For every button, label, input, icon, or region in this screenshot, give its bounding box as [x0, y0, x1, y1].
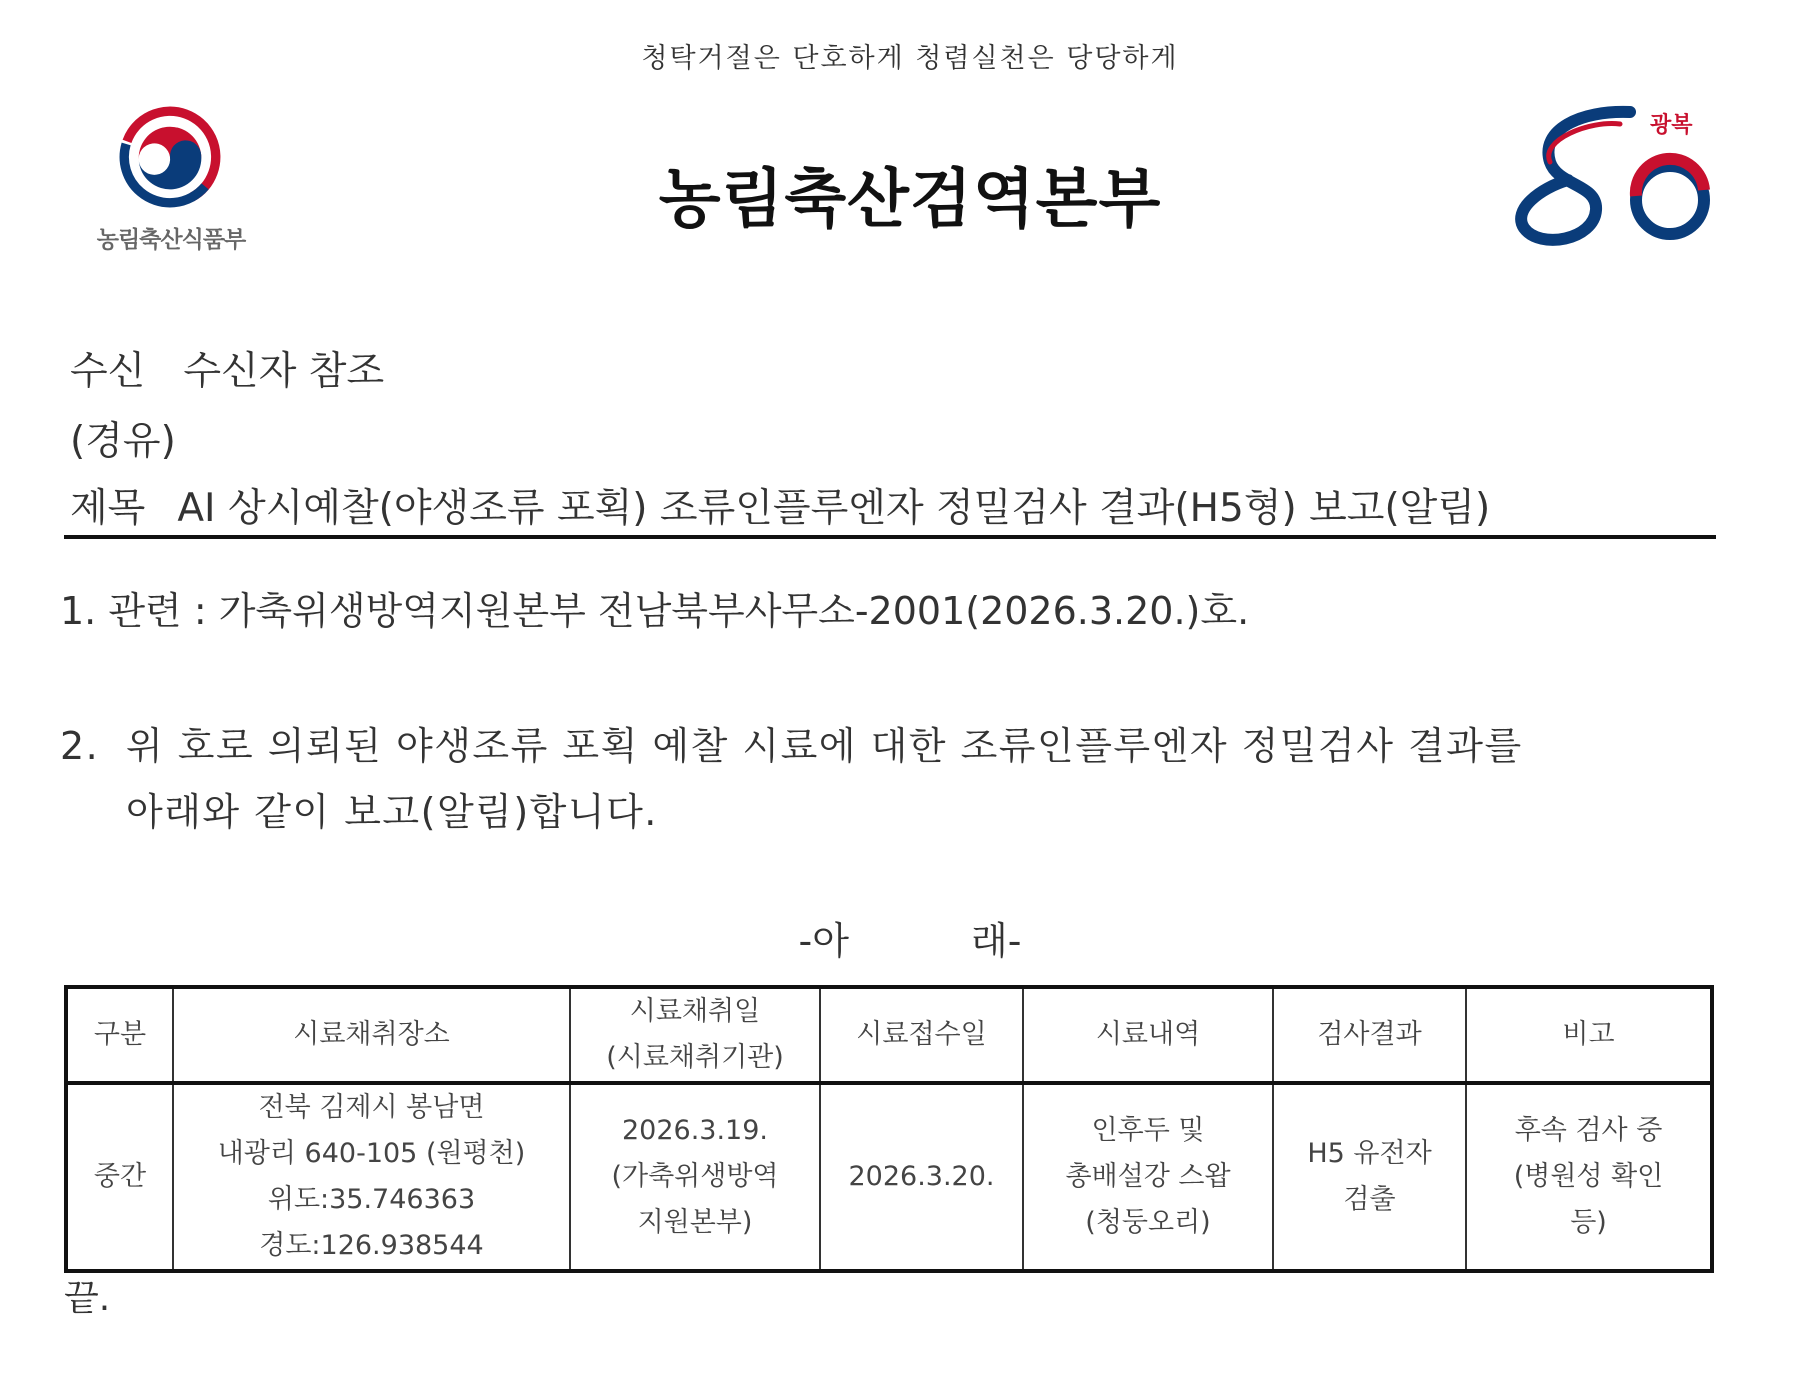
subject-row [70, 477, 1490, 533]
paragraph-number: 2. [60, 724, 100, 768]
remarks-line-1: 후속 검사 중 [1514, 1115, 1663, 1146]
liberation-80th-logo [1510, 100, 1730, 260]
cell-remarks [1466, 1083, 1712, 1271]
sample-line-1: 인후두 및 [1091, 1115, 1205, 1146]
remarks-line-2: (병원성 확인 [1513, 1161, 1664, 1192]
header-receipt-date: 시료접수일 [820, 987, 1023, 1083]
cell-location [173, 1083, 570, 1271]
recipient-label: 수신 [70, 349, 146, 394]
sample-line-2: 총배설강 스왑 [1065, 1161, 1231, 1192]
header-sampling-agency-line: (시료채취기관) [606, 1042, 784, 1073]
sample-species: (청둥오리) [1085, 1207, 1211, 1238]
sampling-agency-line-1: (가축위생방역 [611, 1161, 779, 1192]
agency-title: 농림축산검역본부 [658, 163, 1162, 237]
cell-sample-details [1023, 1083, 1273, 1271]
header-location: 시료채취장소 [173, 987, 570, 1083]
location-longitude: 경도:126.938544 [259, 1230, 484, 1261]
results-table [64, 985, 1714, 1273]
cell-sampling-date [570, 1083, 820, 1271]
location-latitude: 위도:35.746363 [267, 1184, 476, 1215]
sampling-agency-line-2: 지원본부) [637, 1207, 753, 1238]
anniversary-label: 광복 [1650, 113, 1693, 138]
result-line-1: H5 유전자 [1307, 1138, 1432, 1169]
subject-value: AI 상시예찰(야생조류 포획) 조류인플루엔자 정밀검사 결과(H5형) 보고(알림) [177, 486, 1491, 531]
paragraph-line-1: 위 호로 의뢰된 야생조류 포획 예찰 시료에 대한 조류인플루엔자 정밀검사 결과를 [126, 724, 1523, 768]
remarks-line-3: 등) [1570, 1207, 1607, 1238]
location-address-line: 전북 김제시 봉남면 [258, 1092, 485, 1123]
table-header-row [66, 987, 1712, 1083]
paragraph-line-2: 아래와 같이 보고(알림)합니다. [126, 790, 658, 834]
report-paragraph [60, 713, 1720, 845]
header-test-result: 검사결과 [1273, 987, 1466, 1083]
subject-label: 제목 [70, 486, 146, 531]
reference-paragraph: 1. 관련 : 가축위생방역지원본부 전남북부사무소-2001(2026.3.20.)호. [60, 589, 1250, 633]
result-line-2: 검출 [1343, 1184, 1396, 1215]
location-detail-line: 내광리 640-105 (원평천) [217, 1138, 526, 1169]
cell-category: 중간 [66, 1083, 173, 1271]
header-remarks: 비고 [1466, 987, 1712, 1083]
cell-receipt-date: 2026.3.20. [820, 1083, 1023, 1271]
header-category: 구분 [66, 987, 173, 1083]
recipient-row [70, 340, 384, 396]
via-row [70, 410, 176, 466]
ministry-name: 농림축산식품부 [96, 227, 246, 253]
via-label: (경유) [70, 419, 176, 464]
end-mark: 끝. [64, 1278, 111, 1319]
below-heading: -아 래- [798, 919, 1022, 963]
table-row [66, 1083, 1712, 1271]
header-sample-details: 시료내역 [1023, 987, 1273, 1083]
header-sampling-date-line: 시료채취일 [629, 996, 761, 1027]
eighty-anniversary-icon [1510, 100, 1730, 260]
recipient-value: 수신자 참조 [183, 349, 385, 394]
header-divider [64, 535, 1716, 539]
sampling-date: 2026.3.19. [622, 1115, 768, 1146]
cell-test-result [1273, 1083, 1466, 1271]
anti-corruption-motto: 청탁거절은 단호하게 청렴실천은 당당하게 [641, 43, 1179, 74]
header-sampling-date [570, 987, 820, 1083]
